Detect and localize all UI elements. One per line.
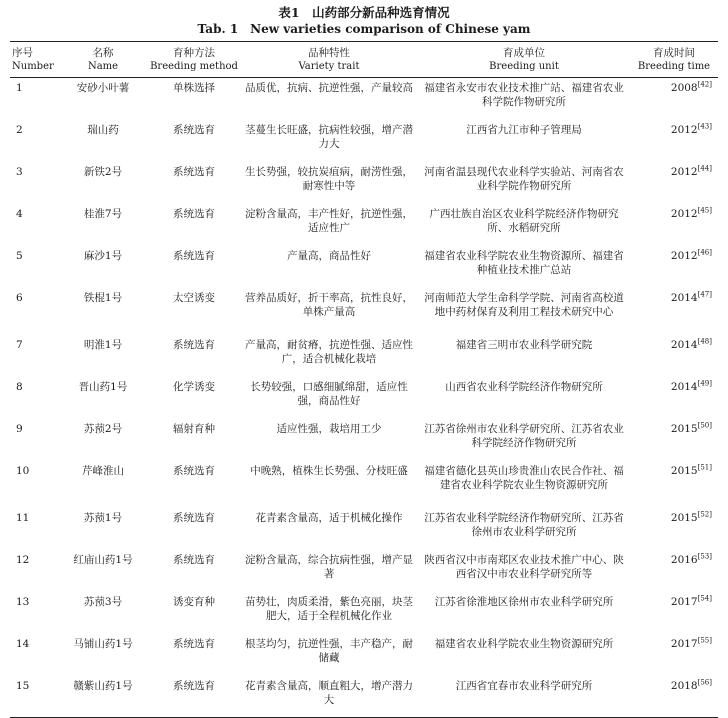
breeding-unit: 江西省九江市种子管理局 — [466, 123, 582, 136]
breeding-method: 系统选育 — [173, 123, 215, 136]
table-row — [10, 508, 718, 550]
reference-mark: [45] — [697, 206, 712, 214]
breeding-time: 2014[49] — [670, 379, 712, 393]
table-row — [10, 419, 718, 461]
table-row — [10, 676, 718, 718]
reference-mark: [53] — [697, 552, 712, 560]
header-breeding-time: 育成时间 Breeding time — [637, 47, 711, 72]
variety-trait: 生长势强，较抗炭疽病，耐涝性强，耐寒性中等 — [245, 165, 413, 192]
variety-trait: 产量高，商品性好 — [287, 249, 371, 262]
breeding-method: 系统选育 — [173, 553, 215, 566]
reference-mark: [49] — [697, 379, 712, 387]
breeding-unit: 广西壮族自治区农业科学院经济作物研究所、水稻研究所 — [429, 207, 619, 234]
row-number: 6 — [16, 291, 23, 304]
breeding-time: 2012[43] — [670, 122, 712, 136]
variety-trait: 长势较强，口感细腻绵甜，适应性强，商品性好 — [250, 380, 408, 407]
row-number: 12 — [16, 553, 30, 566]
reference-mark: [48] — [697, 337, 712, 345]
table-body — [10, 78, 718, 718]
breeding-unit: 河南省温县现代农业科学实验站、河南省农业科学院作物研究所 — [424, 165, 624, 192]
breeding-time: 2015[52] — [670, 510, 712, 524]
breeding-unit: 福建省农业科学院农业生物资源所、福建省种植业技术推广总站 — [424, 249, 624, 276]
table-row — [10, 204, 718, 246]
variety-name: 新铁2号 — [83, 165, 123, 178]
table-row — [10, 246, 718, 288]
variety-name: 麻沙1号 — [83, 249, 123, 262]
breeding-unit: 陕西省汉中市南郑区农业技术推广中心、陕西省汉中市农业科学研究所等 — [424, 553, 624, 580]
row-number: 5 — [16, 249, 23, 262]
breeding-method: 系统选育 — [173, 207, 215, 220]
row-number: 9 — [16, 422, 23, 435]
breeding-unit: 福建省三明市农业科学研究院 — [455, 338, 593, 351]
row-number: 1 — [16, 82, 23, 94]
table-caption-en: Tab. 1 New varieties comparison of Chinese yam — [197, 22, 531, 36]
breeding-time: 2016[53] — [670, 552, 712, 566]
row-number: 8 — [16, 380, 23, 393]
variety-trait: 品质优，抗病、抗逆性强，产量较高 — [245, 82, 413, 94]
header-number: 序号 Number — [12, 47, 54, 72]
row-number: 10 — [16, 464, 30, 477]
variety-name: 红庙山药1号 — [73, 553, 133, 566]
table-row — [10, 335, 718, 377]
variety-name: 桂淮7号 — [83, 207, 123, 220]
reference-mark: [46] — [697, 248, 712, 256]
breeding-unit: 福建省农业科学院农业生物资源研究所 — [434, 637, 614, 650]
variety-name: 芹峰淮山 — [82, 464, 124, 477]
table-row — [10, 550, 718, 592]
breeding-method: 辐射育种 — [173, 422, 215, 435]
reference-mark: [54] — [697, 594, 712, 602]
row-number: 7 — [16, 338, 23, 351]
breeding-time: 2015[51] — [670, 463, 712, 477]
variety-name: 明淮1号 — [83, 338, 123, 351]
table-row — [10, 120, 718, 162]
variety-trait: 中晚熟，植株生长势强、分枝旺盛 — [250, 464, 408, 477]
breeding-method: 化学诱变 — [173, 380, 215, 393]
header-breeding-method: 育种方法 Breeding method — [150, 47, 238, 72]
variety-name: 赣紫山药1号 — [73, 679, 133, 692]
breeding-time: 2012[45] — [670, 206, 712, 220]
breeding-unit: 江苏省徐州市农业科学研究所、江苏省农业科学院经济作物研究所 — [424, 422, 624, 449]
table-caption-cn: 表1 山药部分新品种选育情况 — [278, 5, 450, 20]
reference-mark: [44] — [697, 164, 712, 172]
table-row — [10, 78, 718, 120]
header-variety-trait: 品种特性 Variety trait — [298, 47, 360, 72]
breeding-time: 2012[46] — [670, 248, 712, 262]
row-number: 13 — [16, 595, 30, 608]
variety-name: 苏蓣2号 — [83, 422, 123, 435]
table-row — [10, 288, 718, 335]
reference-mark: [55] — [697, 636, 712, 644]
reference-mark: [51] — [697, 463, 712, 471]
variety-trait: 花青素含量高，顺直粗大，增产潜力大 — [245, 679, 413, 706]
breeding-time: 2012[44] — [670, 164, 712, 178]
row-number: 15 — [16, 679, 30, 692]
variety-name: 苏蓣3号 — [83, 595, 123, 608]
breeding-time: 2008[42] — [670, 80, 712, 94]
varieties-table — [10, 41, 718, 718]
variety-trait: 营养品质好，折干率高，抗性良好，单株产量高 — [245, 291, 413, 318]
reference-mark: [52] — [697, 510, 712, 518]
variety-trait: 苗势壮，肉质柔滑，紫色亮丽，块茎肥大，适于全程机械化作业 — [245, 595, 413, 622]
table-row — [10, 377, 718, 419]
breeding-time: 2014[47] — [670, 290, 712, 304]
breeding-method: 系统选育 — [173, 338, 215, 351]
breeding-unit: 福建省德化县英山珍贵淮山农民合作社、福建省农业科学院农业生物资源研究所 — [424, 464, 624, 491]
reference-mark: [43] — [697, 122, 712, 130]
breeding-time: 2017[54] — [670, 594, 712, 608]
variety-name: 马铺山药1号 — [73, 637, 133, 650]
table-row — [10, 162, 718, 204]
reference-mark: [47] — [697, 290, 712, 298]
variety-trait: 根茎均匀，抗逆性强，丰产稳产，耐储藏 — [245, 637, 413, 664]
variety-name: 瑞山药 — [87, 123, 119, 136]
breeding-unit: 河南师范大学生命科学学院、河南省高校道地中药材保育及利用工程技术研究中心 — [424, 291, 624, 318]
row-number: 4 — [16, 207, 23, 220]
breeding-time: 2018[56] — [670, 678, 712, 692]
variety-trait: 花青素含量高，适于机械化操作 — [255, 511, 403, 524]
variety-name: 安砂小叶薯 — [76, 82, 130, 94]
variety-trait: 淀粉含量高，丰产性好，抗逆性强，适应性广 — [245, 207, 413, 234]
row-number: 2 — [16, 123, 23, 136]
breeding-time: 2015[50] — [670, 421, 712, 435]
breeding-method: 系统选育 — [173, 637, 215, 650]
table-header-row — [10, 42, 718, 78]
variety-trait: 适应性强，栽培用工少 — [276, 422, 382, 435]
reference-mark: [56] — [697, 678, 712, 686]
breeding-method: 系统选育 — [173, 679, 215, 692]
variety-name: 苏蓣1号 — [83, 511, 123, 524]
breeding-method: 系统选育 — [173, 464, 215, 477]
table-row — [10, 634, 718, 676]
variety-name: 晋山药1号 — [78, 380, 128, 393]
variety-trait: 产量高，耐贫瘠，抗逆性强、适应性广，适合机械化栽培 — [245, 338, 413, 365]
breeding-method: 系统选育 — [173, 165, 215, 178]
variety-trait: 淀粉含量高，综合抗病性强，增产显著 — [245, 553, 413, 580]
reference-mark: [50] — [697, 421, 712, 429]
row-number: 11 — [16, 511, 30, 524]
header-breeding-unit: 育成单位 Breeding unit — [489, 47, 559, 72]
breeding-method: 太空诱变 — [173, 291, 215, 304]
header-name: 名称 Name — [87, 47, 119, 72]
breeding-method: 系统选育 — [173, 249, 215, 262]
table-row — [10, 461, 718, 508]
breeding-method: 系统选育 — [173, 511, 215, 524]
breeding-unit: 山西省农业科学院经济作物研究所 — [445, 380, 603, 393]
reference-mark: [42] — [697, 80, 712, 89]
variety-name: 铁棍1号 — [83, 291, 123, 304]
breeding-time: 2014[48] — [670, 337, 712, 351]
breeding-unit: 江西省宜春市农业科学研究所 — [455, 679, 593, 692]
breeding-method: 诱变育种 — [173, 595, 215, 608]
breeding-unit: 福建省永安市农业技术推广站、福建省农业科学院作物研究所 — [424, 82, 624, 108]
breeding-unit: 江苏省农业科学院经济作物研究所、江苏省徐州市农业科学研究所 — [424, 511, 624, 538]
breeding-unit: 江苏省徐淮地区徐州市农业科学研究所 — [434, 595, 614, 608]
breeding-method: 单株选择 — [173, 82, 215, 94]
row-number: 14 — [16, 637, 30, 650]
table-row — [10, 592, 718, 634]
row-number: 3 — [16, 165, 23, 178]
breeding-time: 2017[55] — [670, 636, 712, 650]
variety-trait: 茎蔓生长旺盛，抗病性较强，增产潜力大 — [245, 123, 413, 150]
